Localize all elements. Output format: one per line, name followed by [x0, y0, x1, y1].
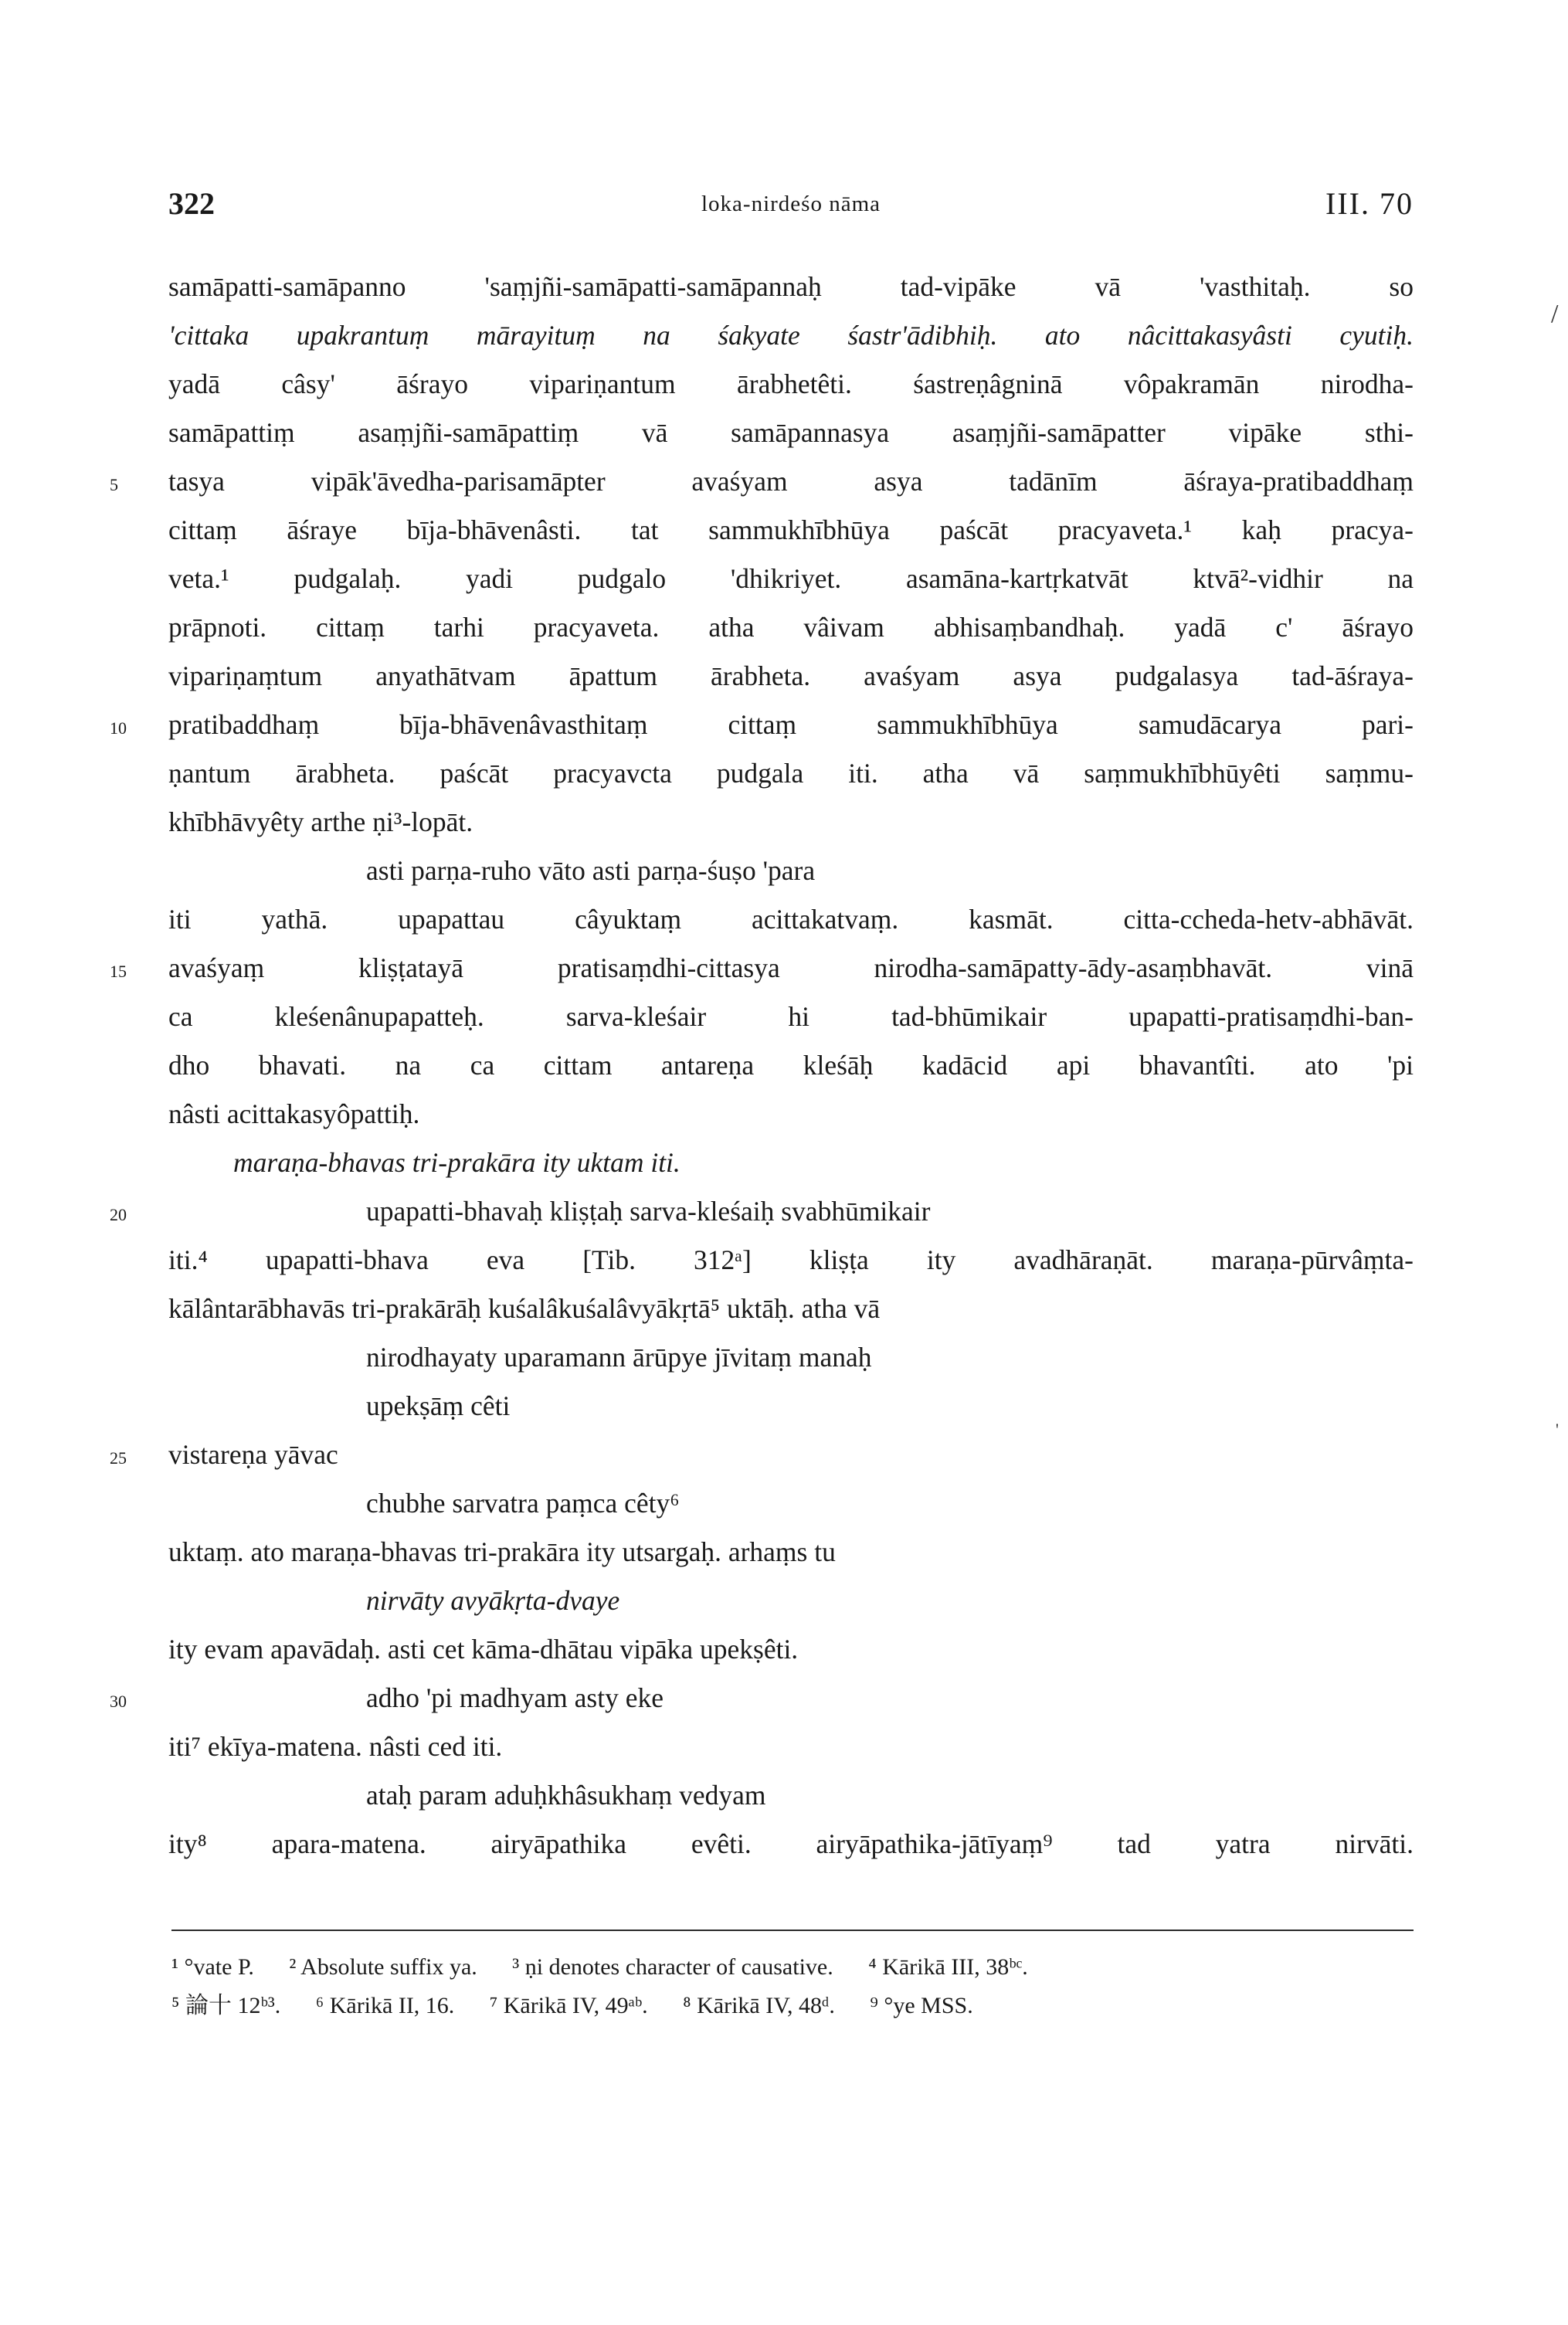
page-header: [168, 185, 1414, 232]
page-number: 322: [168, 186, 215, 221]
verse-line: [168, 1382, 1414, 1431]
line-text: nirvāty avyākṛta-dvaye: [366, 1585, 620, 1616]
footnote: ⁸ Kārikā IV, 48ᵈ.: [683, 1993, 835, 2018]
text-line: [168, 555, 1414, 603]
stray-mark: ': [1556, 1420, 1559, 1439]
verse-line: [110, 1187, 1414, 1236]
line-text: 'cittaka upakrantuṃ mārayituṃ na śakyate śastr'ādibhiḥ. ato nâcittakasyâsti cyutiḥ.: [168, 320, 1414, 351]
line-text: kālântarābhavās tri-prakārāḥ kuśalâkuśalâvyākṛtā⁵ uktāḥ. atha vā: [168, 1293, 881, 1324]
text-line: [168, 895, 1414, 944]
text-line: [110, 701, 1414, 749]
line-text: adho 'pi madhyam asty eke: [366, 1682, 664, 1713]
line-text: samāpattiṃ asaṃjñi-samāpattiṃ vā samāpannasya asaṃjñi-samāpatter vipāke sthi-: [168, 417, 1414, 448]
text-line: [110, 1431, 1414, 1479]
text-line: [168, 749, 1414, 798]
footnote: ² Absolute suffix ya.: [289, 1954, 477, 1980]
footnote: ⁴ Kārikā III, 38ᵇᶜ.: [868, 1954, 1028, 1980]
text-line: [168, 1625, 1414, 1674]
line-text: nirodhayaty uparamann ārūpye jīvitaṃ manaḥ: [366, 1342, 872, 1373]
running-title: loka-nirdeśo nāma: [701, 192, 881, 216]
line-text: dho bhavati. na ca cittam antareṇa kleśāḥ kadācid api bhavantîti. ato 'pi: [168, 1050, 1414, 1081]
line-text: upekṣāṃ cêti: [366, 1390, 511, 1421]
line-text: ṇantum ārabheta. paścāt pracyavcta pudgala iti. atha vā saṃmukhībhūyêti saṃmu-: [168, 758, 1414, 789]
line-number: 20: [110, 1205, 127, 1224]
line-number: 25: [110, 1448, 127, 1468]
line-text: asti parṇa-ruho vāto asti parṇa-śuṣo 'para: [366, 855, 816, 886]
line-text: avaśyaṃ kliṣṭatayā pratisaṃdhi-cittasya nirodha-samāpatty-ādy-asaṃbhavāt. vinā: [168, 952, 1414, 983]
text-line: [168, 1285, 1414, 1333]
text-line: [168, 263, 1414, 311]
text-line: [168, 603, 1414, 652]
text-line: [168, 993, 1414, 1041]
verse-line: [168, 1771, 1414, 1820]
line-text: ity evam apavādaḥ. asti cet kāma-dhātau vipāka upekṣêti.: [168, 1634, 799, 1665]
line-text: pratibaddhaṃ bīja-bhāvenâvasthitaṃ cittaṃ sammukhībhūya samudācarya pari-: [168, 709, 1414, 740]
section-number: III. 70: [1325, 186, 1414, 221]
footnote: ³ ṇi denotes character of causative.: [512, 1954, 833, 1980]
line-text: samāpatti-samāpanno 'saṃjñi-samāpatti-samāpannaḥ tad-vipāke vā 'vasthitaḥ. so: [168, 271, 1414, 302]
verse-line: [168, 1479, 1414, 1528]
line-text: nâsti acittakasyôpattiḥ.: [168, 1098, 420, 1129]
stray-mark: /: [1551, 300, 1559, 328]
text-line: [168, 1139, 1414, 1187]
footnote-row: [171, 1948, 1414, 1987]
line-text: iti⁷ ekīya-matena. nâsti ced iti.: [168, 1731, 503, 1762]
footnotes: [171, 1948, 1414, 2025]
text-line: [168, 1528, 1414, 1577]
line-text: chubhe sarvatra paṃca cêty⁶: [366, 1488, 680, 1519]
line-text: khībhāvyêty arthe ṇi³-lopāt.: [168, 806, 473, 837]
text-line: [168, 798, 1414, 847]
text-line: [168, 360, 1414, 409]
line-number: 10: [110, 718, 127, 738]
text-line: [168, 1723, 1414, 1771]
line-text: veta.¹ pudgalaḥ. yadi pudgalo 'dhikriyet. asamāna-kartṛkatvāt ktvā²-vidhir na: [168, 563, 1414, 594]
line-text: yadā câsy' āśrayo vipariṇantum ārabhetêti. śastreṇâgninā vôpakramān nirodha-: [168, 368, 1414, 399]
line-text: iti.⁴ upapatti-bhava eva [Tib. 312ᵃ] kliṣṭa ity avadhāraṇāt. maraṇa-pūrvâṃta-: [168, 1244, 1414, 1275]
line-text: upapatti-bhavaḥ kliṣṭaḥ sarva-kleśaiḥ svabhūmikair: [366, 1196, 931, 1227]
text-line: [168, 1090, 1414, 1139]
line-text: vipariṇaṃtum anyathātvam āpattum ārabheta. avaśyam asya pudgalasya tad-āśraya-: [168, 660, 1414, 691]
verse-line: [168, 847, 1414, 895]
verse-line: [168, 1333, 1414, 1382]
line-number: 30: [110, 1692, 127, 1711]
footnote: ⁹ °ye MSS.: [870, 1993, 973, 2018]
line-text: iti yathā. upapattau câyuktaṃ acittakatvaṃ. kasmāt. citta-ccheda-hetv-abhāvāt.: [168, 904, 1414, 935]
text-line: [168, 1820, 1414, 1868]
main-text: [110, 263, 1414, 1868]
line-text: tasya vipāk'āvedha-parisamāpter avaśyam asya tadānīm āśraya-pratibaddhaṃ: [168, 466, 1414, 497]
text-line: [110, 944, 1414, 993]
line-text: cittaṃ āśraye bīja-bhāvenâsti. tat sammukhībhūya paścāt pracyaveta.¹ kaḥ pracya-: [168, 514, 1414, 545]
footnote-row: [171, 1987, 1414, 2025]
line-text: ataḥ param aduḥkhâsukhaṃ vedyam: [366, 1780, 766, 1811]
text-line: [168, 311, 1414, 360]
line-number: 5: [110, 475, 118, 494]
verse-line: [168, 1577, 1414, 1625]
footnote: ⁶ Kārikā II, 16.: [315, 1993, 455, 2018]
line-text: ity⁸ apara-matena. airyāpathika evêti. airyāpathika-jātīyaṃ⁹ tad yatra nirvāti.: [168, 1828, 1414, 1859]
line-number: 15: [110, 962, 127, 981]
footnote: ⁷ Kārikā IV, 49ᵃᵇ.: [489, 1993, 648, 2018]
text-line: [168, 652, 1414, 701]
text-line: [168, 506, 1414, 555]
footnote: ¹ °vate P.: [171, 1954, 254, 1980]
line-text: maraṇa-bhavas tri-prakāra ity uktam iti.: [233, 1147, 680, 1178]
line-text: ca kleśenânupapatteḥ. sarva-kleśair hi tad-bhūmikair upapatti-pratisaṃdhi-ban-: [168, 1001, 1414, 1032]
footnote: ⁵ 論十 12ᵇ³.: [171, 1993, 281, 2018]
line-text: uktaṃ. ato maraṇa-bhavas tri-prakāra ity utsargaḥ. arhaṃs tu: [168, 1536, 836, 1567]
footnote-divider: [171, 1930, 1414, 1931]
verse-line: [110, 1674, 1414, 1723]
text-line: [168, 1236, 1414, 1285]
text-line: [110, 457, 1414, 506]
text-line: [168, 1041, 1414, 1090]
line-text: prāpnoti. cittaṃ tarhi pracyaveta. atha vâivam abhisaṃbandhaḥ. yadā c' āśrayo: [168, 612, 1414, 643]
text-line: [168, 409, 1414, 457]
line-text: vistareṇa yāvac: [168, 1439, 338, 1470]
